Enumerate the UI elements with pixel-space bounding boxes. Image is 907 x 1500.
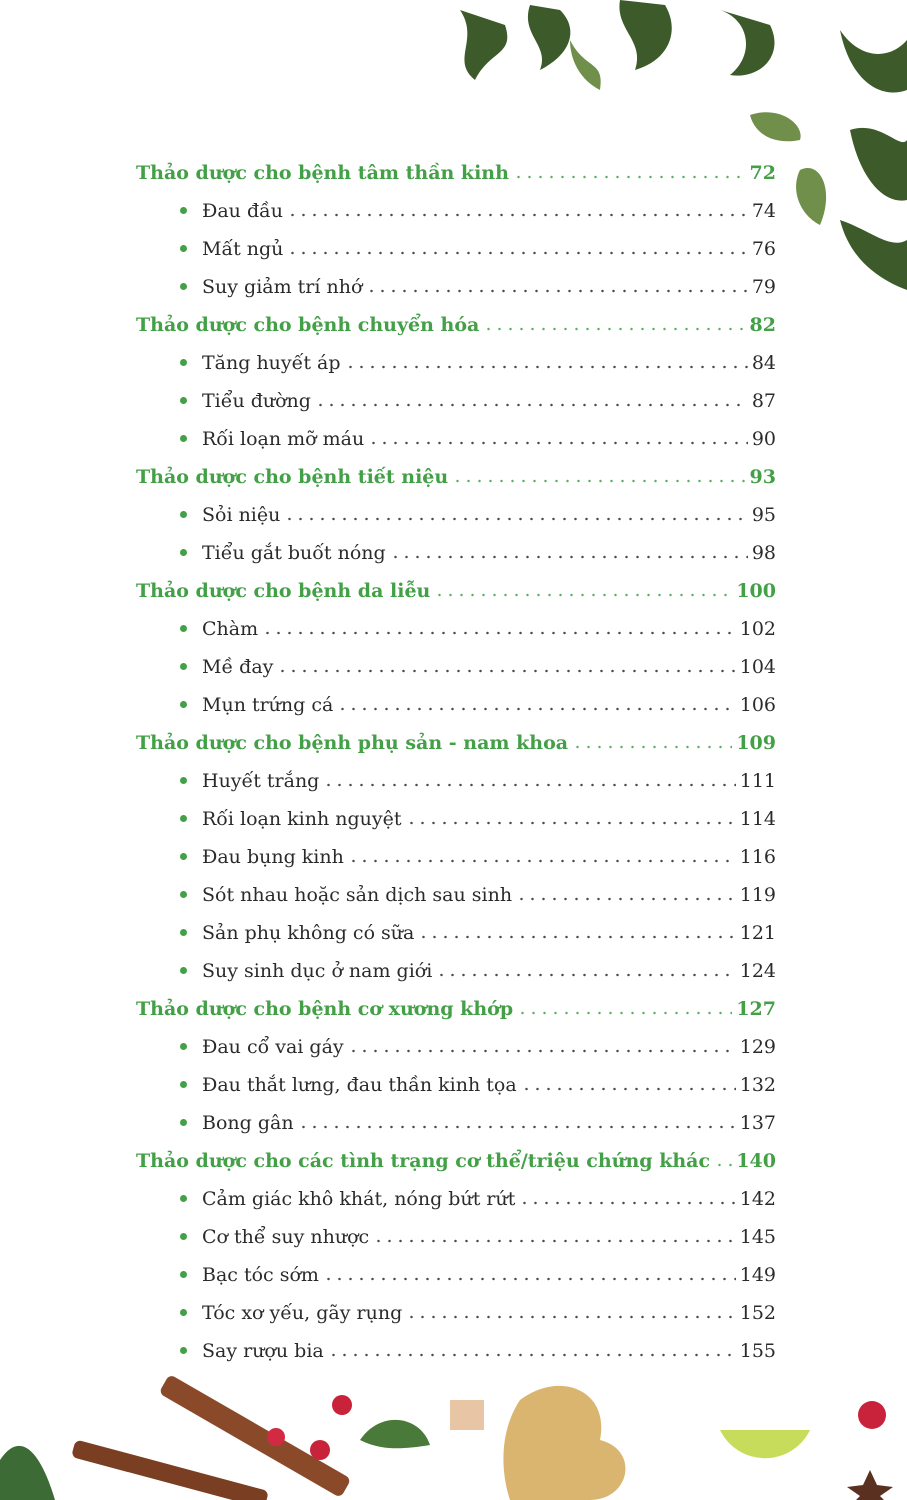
bullet-icon: [180, 929, 187, 936]
dot-leader: [418, 930, 735, 944]
spices-decoration-bottom: [0, 1370, 907, 1500]
dot-leader: [284, 512, 747, 526]
toc-entry-title: Huyết trắng: [202, 770, 320, 792]
bullet-icon: [180, 283, 187, 290]
toc-section-row[interactable]: [136, 1142, 776, 1180]
dot-leader: [572, 740, 732, 754]
toc-entry-title: Rối loạn mỡ máu: [202, 428, 365, 450]
bullet-icon: [180, 245, 187, 252]
toc-entry-title: Tăng huyết áp: [202, 352, 341, 374]
toc-entry-row[interactable]: [136, 1332, 776, 1370]
toc-entry-page-number: 76: [751, 238, 776, 260]
toc-entry-page-number: 121: [739, 922, 776, 944]
toc-entry-row[interactable]: [136, 952, 776, 990]
dot-leader: [390, 550, 748, 564]
dot-leader: [436, 968, 735, 982]
bullet-icon: [180, 1195, 187, 1202]
bullet-icon: [180, 1233, 187, 1240]
toc-entry-row[interactable]: [136, 914, 776, 952]
toc-section-row[interactable]: [136, 154, 776, 192]
toc-entry-title: Bong gân: [202, 1112, 294, 1134]
toc-entry-row[interactable]: [136, 1066, 776, 1104]
toc-entry-page-number: 119: [739, 884, 776, 906]
toc-entry-title: Mất ngủ: [202, 238, 284, 260]
toc-entry-page-number: 98: [751, 542, 776, 564]
toc-entry-row[interactable]: [136, 686, 776, 724]
toc-section-row[interactable]: [136, 572, 776, 610]
bullet-icon: [180, 663, 187, 670]
toc-entry-page-number: 106: [739, 694, 776, 716]
bullet-icon: [180, 207, 187, 214]
toc-section-page-number: 100: [736, 580, 776, 602]
dot-leader: [298, 1120, 736, 1134]
toc-entry-row[interactable]: [136, 1028, 776, 1066]
toc-entry-page-number: 111: [739, 770, 776, 792]
toc-entry-page-number: 155: [739, 1340, 776, 1362]
toc-entry-title: Đau bụng kinh: [202, 846, 344, 868]
toc-entry-page-number: 142: [739, 1188, 776, 1210]
dot-leader: [323, 778, 735, 792]
toc-entry-row[interactable]: [136, 800, 776, 838]
dot-leader: [373, 1234, 736, 1248]
table-of-contents: [136, 154, 776, 1370]
toc-entry-page-number: 137: [739, 1112, 776, 1134]
toc-entry-row[interactable]: [136, 610, 776, 648]
toc-entry-title: Mụn trứng cá: [202, 694, 334, 716]
toc-section-page-number: 127: [736, 998, 776, 1020]
toc-entry-page-number: 90: [751, 428, 776, 450]
dot-leader: [337, 702, 735, 716]
dot-leader: [513, 170, 746, 184]
dot-leader: [406, 816, 736, 830]
bullet-icon: [180, 397, 187, 404]
bullet-icon: [180, 1081, 187, 1088]
dot-leader: [287, 208, 748, 222]
toc-entry-page-number: 129: [739, 1036, 776, 1058]
dot-leader: [262, 626, 736, 640]
toc-entry-title: Suy giảm trí nhớ: [202, 276, 363, 298]
toc-section-title: Thảo dược cho bệnh tiết niệu: [136, 466, 449, 488]
bullet-icon: [180, 511, 187, 518]
bullet-icon: [180, 1043, 187, 1050]
toc-entry-row[interactable]: [136, 1256, 776, 1294]
bullet-icon: [180, 549, 187, 556]
toc-section-title: Thảo dược cho các tình trạng cơ thể/triệu chứng khác: [136, 1150, 711, 1172]
toc-entry-title: Rối loạn kinh nguyệt: [202, 808, 402, 830]
toc-entry-page-number: 124: [739, 960, 776, 982]
dot-leader: [323, 1272, 736, 1286]
toc-entry-row[interactable]: [136, 648, 776, 686]
dot-leader: [348, 1044, 736, 1058]
dot-leader: [406, 1310, 736, 1324]
toc-section-title: Thảo dược cho bệnh phụ sản - nam khoa: [136, 732, 569, 754]
toc-entry-page-number: 87: [751, 390, 776, 412]
toc-entry-page-number: 79: [751, 276, 776, 298]
dot-leader: [315, 398, 748, 412]
dot-leader: [277, 664, 735, 678]
toc-entry-title: Đau thắt lưng, đau thần kinh tọa: [202, 1074, 517, 1096]
bullet-icon: [180, 891, 187, 898]
toc-entry-row[interactable]: [136, 268, 776, 306]
toc-section-page-number: 140: [736, 1150, 776, 1172]
toc-entry-page-number: 95: [751, 504, 776, 526]
toc-entry-row[interactable]: [136, 496, 776, 534]
toc-section-page-number: 82: [749, 314, 776, 336]
dot-leader: [287, 246, 747, 260]
toc-entry-page-number: 84: [751, 352, 776, 374]
bullet-icon: [180, 435, 187, 442]
bullet-icon: [180, 777, 187, 784]
toc-entry-title: Đau đầu: [202, 200, 283, 222]
dot-leader: [483, 322, 745, 336]
toc-entry-title: Mề đay: [202, 656, 274, 678]
toc-entry-row[interactable]: [136, 876, 776, 914]
dot-leader: [366, 284, 747, 298]
toc-entry-page-number: 102: [739, 618, 776, 640]
toc-section-page-number: 109: [736, 732, 776, 754]
toc-entry-title: Suy sinh dục ở nam giới: [202, 960, 433, 982]
dot-leader: [368, 436, 748, 450]
toc-entry-title: Tóc xơ yếu, gãy rụng: [202, 1302, 403, 1324]
toc-entry-title: Tiểu gắt buốt nóng: [202, 542, 386, 564]
dot-leader: [345, 360, 748, 374]
dot-leader: [519, 1196, 735, 1210]
bullet-icon: [180, 853, 187, 860]
toc-entry-title: Tiểu đường: [202, 390, 311, 412]
toc-entry-title: Đau cổ vai gáy: [202, 1036, 344, 1058]
toc-section-row[interactable]: [136, 990, 776, 1028]
toc-entry-row[interactable]: [136, 1294, 776, 1332]
toc-entry-row[interactable]: [136, 838, 776, 876]
toc-section-title: Thảo dược cho bệnh cơ xương khớp: [136, 998, 514, 1020]
toc-entry-page-number: 145: [739, 1226, 776, 1248]
toc-section-title: Thảo dược cho bệnh chuyển hóa: [136, 314, 480, 336]
toc-entry-page-number: 152: [739, 1302, 776, 1324]
toc-entry-title: Sót nhau hoặc sản dịch sau sinh: [202, 884, 513, 906]
toc-entry-title: Cơ thể suy nhược: [202, 1226, 370, 1248]
toc-entry-page-number: 114: [739, 808, 776, 830]
toc-section-title: Thảo dược cho bệnh da liễu: [136, 580, 431, 602]
toc-entry-row[interactable]: [136, 1104, 776, 1142]
toc-section-page-number: 72: [749, 162, 776, 184]
toc-entry-row[interactable]: [136, 420, 776, 458]
dot-leader: [328, 1348, 736, 1362]
toc-section-row[interactable]: [136, 724, 776, 762]
toc-section-row[interactable]: [136, 458, 776, 496]
toc-entry-page-number: 74: [751, 200, 776, 222]
dot-leader: [517, 1006, 732, 1020]
toc-section-row[interactable]: [136, 306, 776, 344]
bullet-icon: [180, 625, 187, 632]
bullet-icon: [180, 1347, 187, 1354]
toc-section-title: Thảo dược cho bệnh tâm thần kinh: [136, 162, 509, 184]
toc-section-page-number: 93: [749, 466, 776, 488]
toc-entry-page-number: 132: [739, 1074, 776, 1096]
toc-entry-row[interactable]: [136, 230, 776, 268]
dot-leader: [516, 892, 736, 906]
bullet-icon: [180, 1119, 187, 1126]
toc-entry-page-number: 149: [739, 1264, 776, 1286]
toc-entry-title: Sỏi niệu: [202, 504, 281, 526]
bullet-icon: [180, 967, 187, 974]
dot-leader: [521, 1082, 736, 1096]
toc-entry-title: Chàm: [202, 618, 259, 640]
toc-entry-row[interactable]: [136, 1180, 776, 1218]
bullet-icon: [180, 1309, 187, 1316]
toc-entry-title: Cảm giác khô khát, nóng bứt rứt: [202, 1188, 516, 1210]
toc-entry-row[interactable]: [136, 762, 776, 800]
toc-entry-row[interactable]: [136, 192, 776, 230]
toc-entry-title: Say rượu bia: [202, 1340, 324, 1362]
toc-entry-title: Sản phụ không có sữa: [202, 922, 415, 944]
dot-leader: [714, 1158, 732, 1172]
bullet-icon: [180, 815, 187, 822]
toc-entry-title: Bạc tóc sớm: [202, 1264, 319, 1286]
bullet-icon: [180, 1271, 187, 1278]
toc-entry-row[interactable]: [136, 1218, 776, 1256]
bullet-icon: [180, 701, 187, 708]
dot-leader: [452, 474, 745, 488]
dot-leader: [434, 588, 732, 602]
toc-entry-page-number: 104: [739, 656, 776, 678]
toc-entry-row[interactable]: [136, 534, 776, 572]
dot-leader: [348, 854, 736, 868]
bullet-icon: [180, 359, 187, 366]
toc-entry-page-number: 116: [739, 846, 776, 868]
toc-entry-row[interactable]: [136, 344, 776, 382]
toc-entry-row[interactable]: [136, 382, 776, 420]
